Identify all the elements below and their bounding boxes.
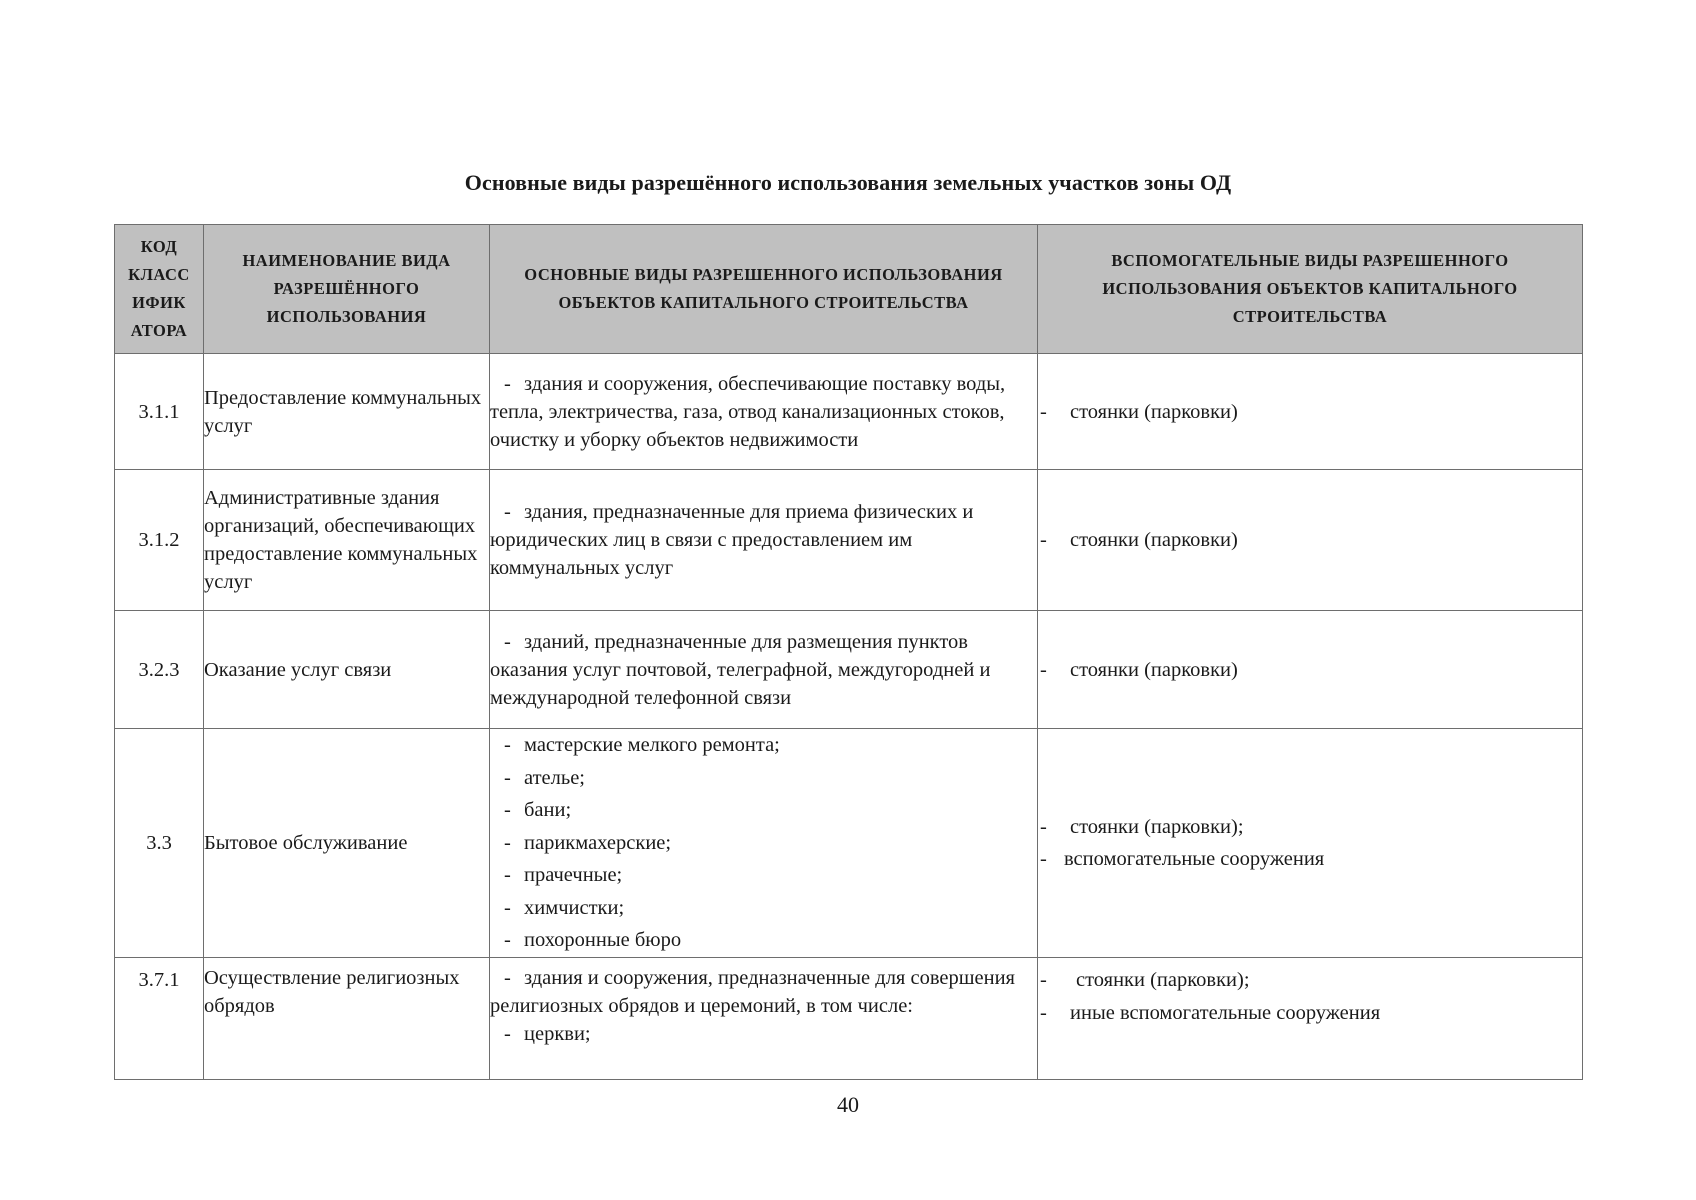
- row-name: Осуществление религиозных обрядов: [204, 958, 490, 1080]
- list-bullet: -: [1040, 658, 1047, 681]
- header-name: НАИМЕНОВАНИЕ ВИДА РАЗРЕШЁННОГО ИСПОЛЬЗОВАНИЯ: [204, 225, 490, 354]
- list-item: - прачечные;: [504, 864, 623, 887]
- list-item: - ателье;: [504, 766, 585, 789]
- table-row: [115, 729, 1583, 958]
- list-item: - иные вспомогательные сооружения: [1040, 1001, 1381, 1024]
- list-item: - химчистки;: [504, 896, 625, 919]
- row-name: Административные здания организаций, обеспечивающих предоставление коммунальных услуг: [204, 470, 490, 611]
- row-code: 3.2.3: [115, 611, 204, 729]
- page-number: 40: [837, 1092, 859, 1117]
- row-main-uses: - здания и сооружения, обеспечивающие поставку воды, тепла, электричества, газа, отвод канализационных стоков, очистку и уборку объектов недвижимости: [490, 354, 1038, 470]
- table-row: [115, 958, 1583, 1080]
- row-code: 3.7.1: [115, 958, 204, 1080]
- list-bullet: -: [504, 372, 511, 395]
- table-header-row: [115, 225, 1583, 354]
- header-main-uses: ОСНОВНЫЕ ВИДЫ РАЗРЕШЕННОГО ИСПОЛЬЗОВАНИЯ ОБЪЕКТОВ КАПИТАЛЬНОГО СТРОИТЕЛЬСТВА: [490, 225, 1038, 354]
- list-item: - стоянки (парковки);: [1040, 969, 1250, 991]
- row-auxiliary-uses: - стоянки (парковки): [1038, 470, 1583, 611]
- list-bullet: -: [1040, 529, 1047, 551]
- row-auxiliary-uses: [1038, 729, 1583, 958]
- row-code: 3.3: [115, 729, 204, 958]
- permitted-use-table: [114, 224, 1583, 1080]
- row-main-uses: [490, 729, 1038, 958]
- list-bullet: -: [504, 1023, 511, 1045]
- row-code: 3.1.1: [115, 354, 204, 470]
- header-code: КОД КЛАСС ИФИК АТОРА: [115, 225, 204, 354]
- list-item: - мастерские мелкого ремонта;: [504, 734, 780, 757]
- row-main-uses: - здания и сооружения, предназначенные для совершения религиозных обрядов и церемоний, в том числе: - церкви;: [490, 958, 1038, 1080]
- row-main-uses: - зданий, предназначенные для размещения пунктов оказания услуг почтовой, телеграфной, междугородней и международной телефонной связи: [490, 611, 1038, 729]
- list-item: - вспомогательные сооружения: [1040, 848, 1325, 870]
- row-auxiliary-uses: - стоянки (парковки): [1038, 611, 1583, 729]
- row-code: 3.1.2: [115, 470, 204, 611]
- list-item: - парикмахерские;: [504, 831, 672, 854]
- list-item: - бани;: [504, 799, 572, 822]
- list-bullet: -: [504, 967, 511, 989]
- list-item: - стоянки (парковки);: [1040, 815, 1244, 838]
- table-row: [115, 470, 1583, 611]
- list-bullet: -: [504, 501, 511, 523]
- row-name: Бытовое обслуживание: [204, 729, 490, 958]
- table-row: [115, 354, 1583, 470]
- row-auxiliary-uses: [1038, 958, 1583, 1080]
- header-auxiliary-uses: ВСПОМОГАТЕЛЬНЫЕ ВИДЫ РАЗРЕШЕННОГО ИСПОЛЬЗОВАНИЯ ОБЪЕКТОВ КАПИТАЛЬНОГО СТРОИТЕЛЬСТВА: [1038, 225, 1583, 354]
- document-title: Основные виды разрешённого использования земельных участков зоны ОД: [464, 170, 1232, 195]
- row-name: Оказание услуг связи: [204, 611, 490, 729]
- table-row: [115, 611, 1583, 729]
- list-bullet: -: [504, 630, 511, 653]
- row-name: Предоставление коммунальных услуг: [204, 354, 490, 470]
- list-bullet: -: [1040, 400, 1047, 423]
- row-main-uses: - здания, предназначенные для приема физических и юридических лиц в связи с предоставлением им коммунальных услуг: [490, 470, 1038, 611]
- row-auxiliary-uses: - стоянки (парковки): [1038, 354, 1583, 470]
- list-item: - похоронные бюро: [504, 929, 682, 952]
